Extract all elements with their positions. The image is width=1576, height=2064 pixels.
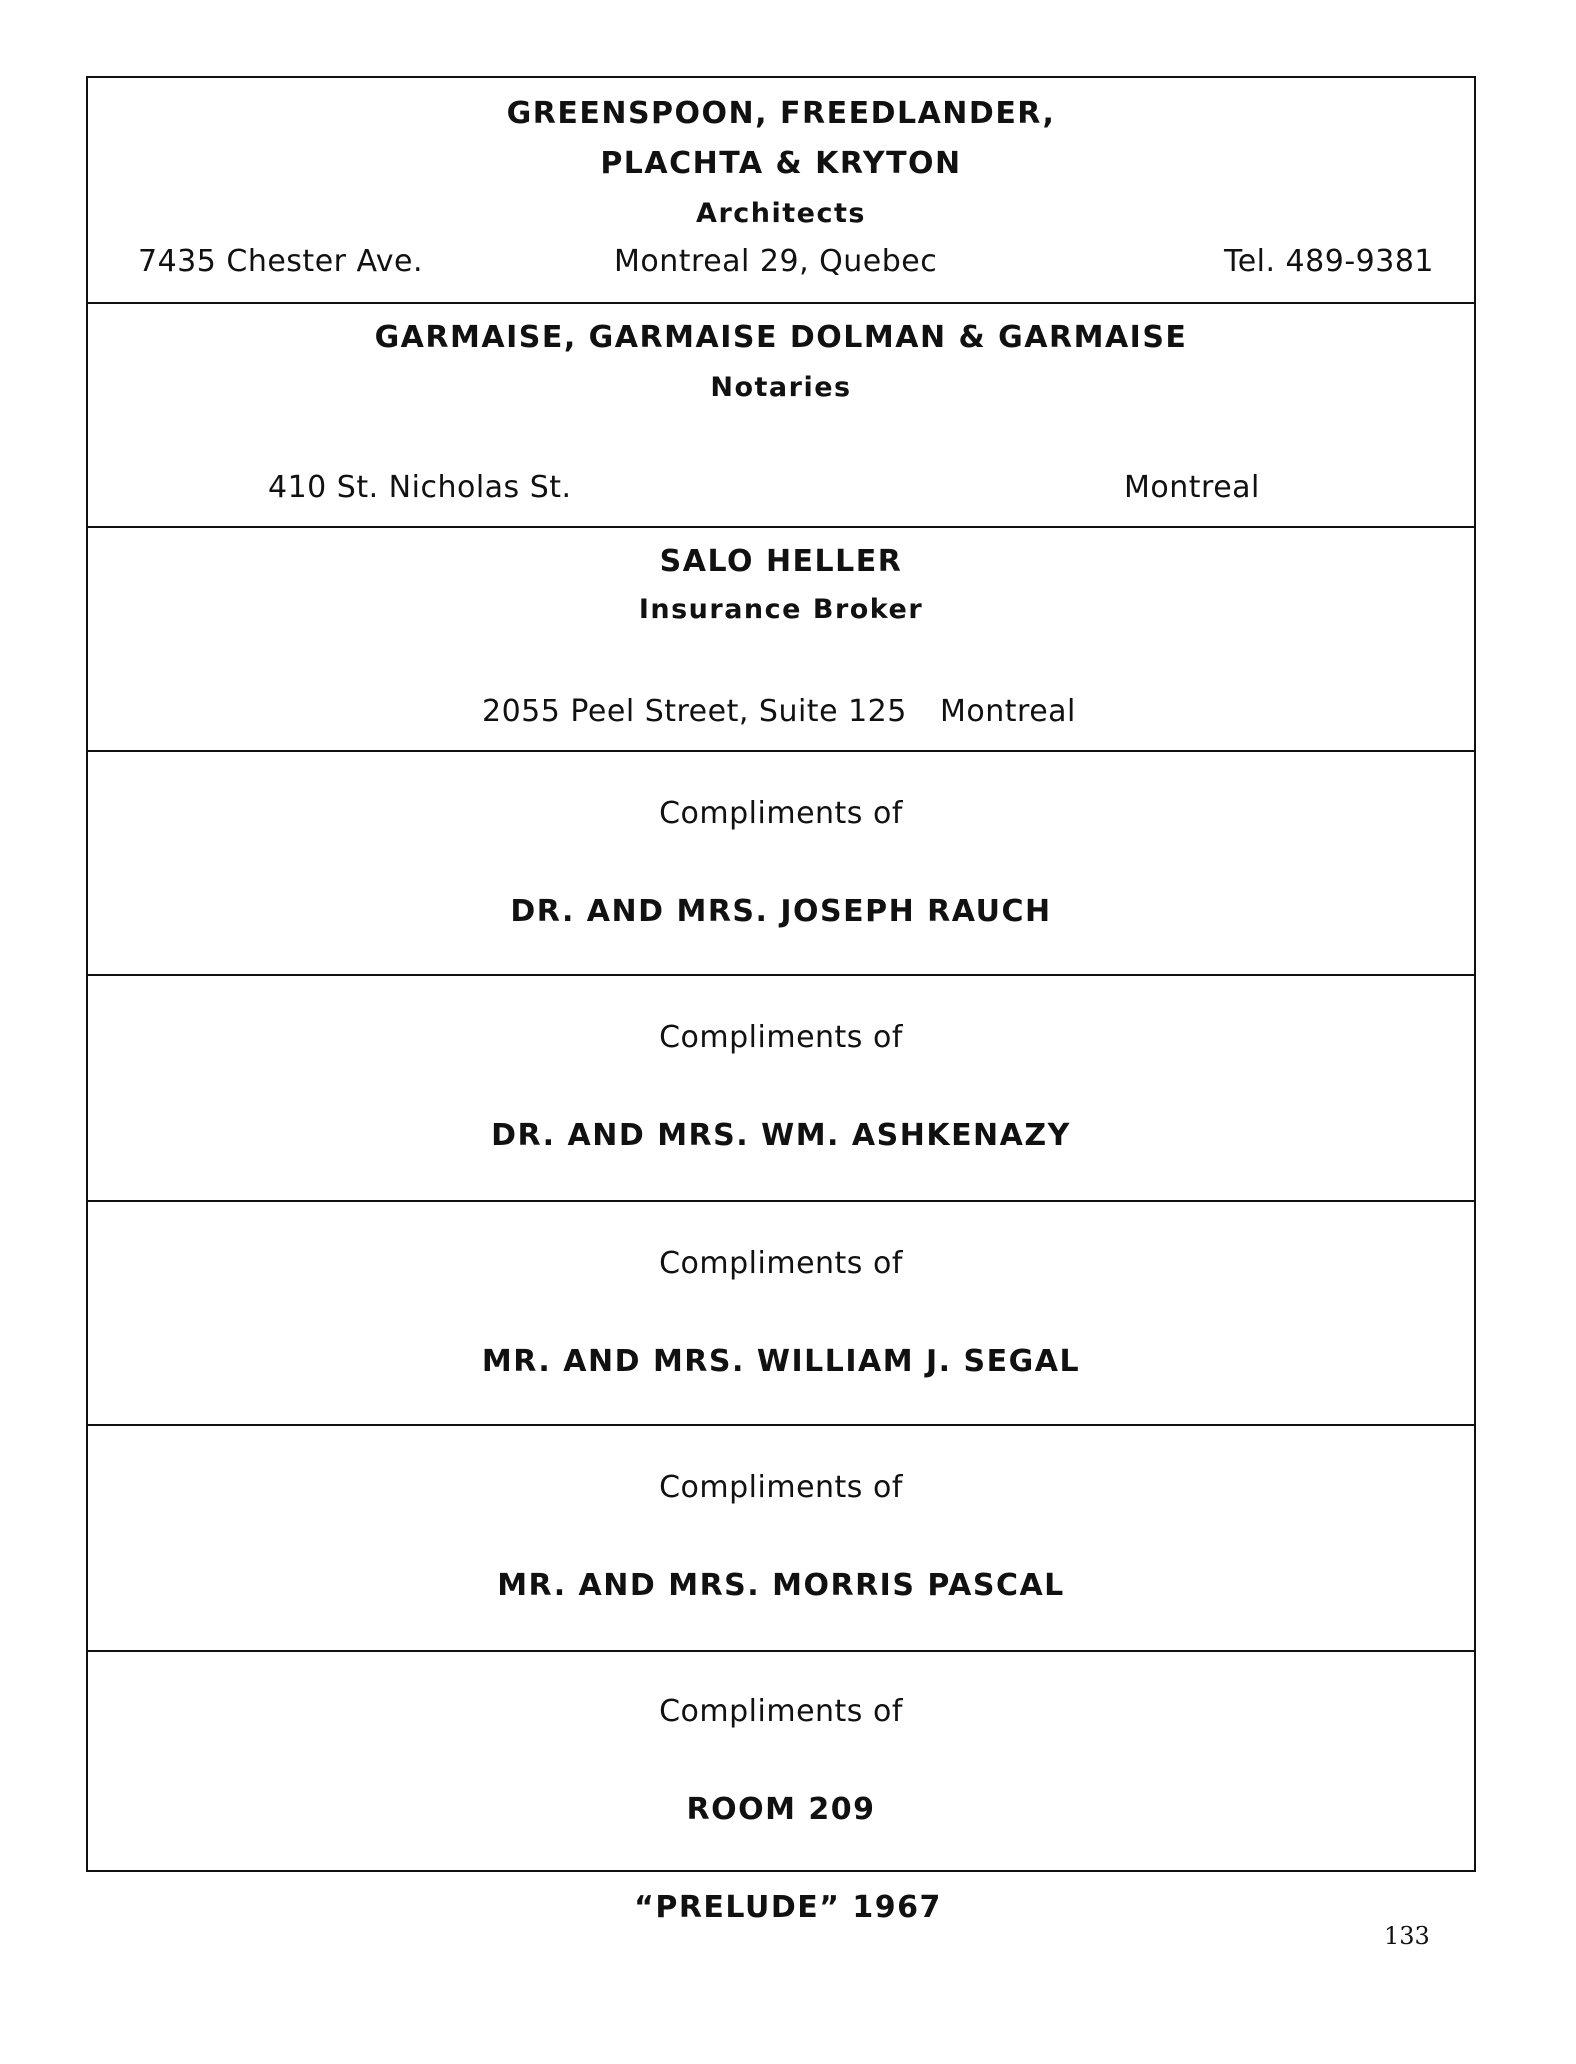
ad-room-209	[88, 1652, 1474, 1872]
ad-address: 2055 Peel Street, Suite 125	[482, 694, 907, 729]
publication-footer: “PRELUDE” 1967	[634, 1890, 942, 1925]
ad-frame	[86, 76, 1476, 1872]
ad-segal	[88, 1202, 1474, 1424]
ad-name: MR. AND MRS. MORRIS PASCAL	[497, 1568, 1065, 1603]
ad-ashkenazy	[88, 976, 1474, 1200]
ad-rauch	[88, 752, 1474, 974]
ad-profession: Insurance Broker	[638, 594, 924, 625]
ad-city: Montreal	[1124, 470, 1260, 505]
ad-city: Montreal	[940, 694, 1076, 729]
page-number: 133	[1384, 1922, 1430, 1950]
ad-greeting: Compliments of	[659, 1470, 903, 1505]
ad-name: SALO HELLER	[659, 544, 903, 579]
ad-name-line2: PLACHTA & KRYTON	[600, 146, 962, 181]
ad-greeting: Compliments of	[659, 796, 903, 831]
ad-salo-heller	[88, 528, 1474, 750]
ad-greeting: Compliments of	[659, 1246, 903, 1281]
ad-name: DR. AND MRS. WM. ASHKENAZY	[491, 1118, 1071, 1153]
ad-greenspoon	[88, 78, 1474, 302]
ad-garmaise	[88, 304, 1474, 526]
ad-profession: Notaries	[710, 372, 852, 403]
ad-name: DR. AND MRS. JOSEPH RAUCH	[510, 894, 1052, 929]
ad-pascal	[88, 1426, 1474, 1650]
ad-name-line1: GREENSPOON, FREEDLANDER,	[506, 96, 1056, 131]
ad-profession: Architects	[696, 198, 866, 229]
ad-name: GARMAISE, GARMAISE DOLMAN & GARMAISE	[374, 320, 1188, 355]
ad-greeting: Compliments of	[659, 1020, 903, 1055]
ad-address: 7435 Chester Ave.	[138, 244, 424, 279]
ad-greeting: Compliments of	[659, 1694, 903, 1729]
ad-address: 410 St. Nicholas St.	[268, 470, 572, 505]
ad-city: Montreal 29, Quebec	[614, 244, 938, 279]
ad-name: ROOM 209	[686, 1792, 876, 1827]
ad-phone: Tel. 489-9381	[1223, 244, 1434, 279]
ad-name: MR. AND MRS. WILLIAM J. SEGAL	[481, 1344, 1081, 1379]
